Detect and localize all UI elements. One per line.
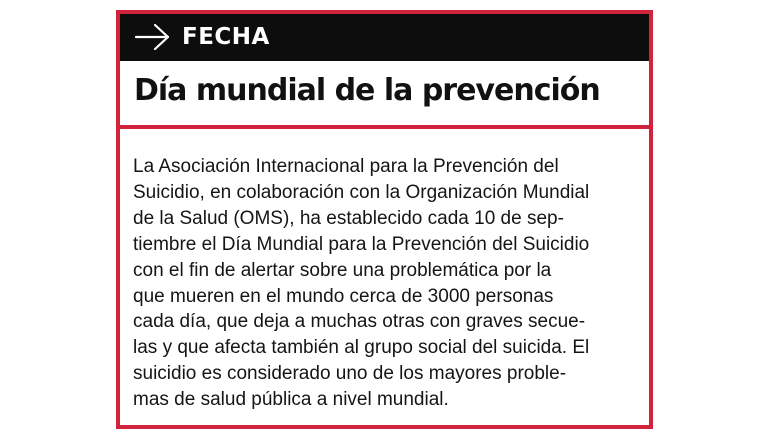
- body-text: [133, 154, 638, 413]
- body-line: mas de salud pública a nivel mundial.: [133, 389, 449, 411]
- body-line: Suicidio, en colaboración con la Organización Mundial: [133, 181, 590, 203]
- headline: Día mundial de la prevención: [134, 73, 600, 108]
- body-line: con el fin de alertar sobre una problemática por la: [133, 259, 552, 281]
- body-line: tiembre el Día Mundial para la Prevención del Suicidio: [133, 233, 590, 255]
- divider: [120, 125, 649, 129]
- arrow-right-icon: [134, 22, 172, 52]
- header-bar: [120, 14, 649, 61]
- body-line: cada día, que deja a muchas otras con graves secue-: [133, 311, 586, 333]
- body-line: La Asociación Internacional para la Prevención del: [133, 156, 559, 177]
- body-line: que mueren en el mundo cerca de 3000 personas: [133, 285, 554, 307]
- info-box: [116, 10, 653, 429]
- body-line: las y que afecta también al grupo social del suicida. El: [133, 337, 590, 359]
- body-line: de la Salud (OMS), ha establecido cada 10 de sep-: [133, 207, 564, 229]
- section-tag: FECHA: [182, 24, 270, 50]
- body-line: suicidio es considerado uno de los mayores proble-: [133, 363, 567, 385]
